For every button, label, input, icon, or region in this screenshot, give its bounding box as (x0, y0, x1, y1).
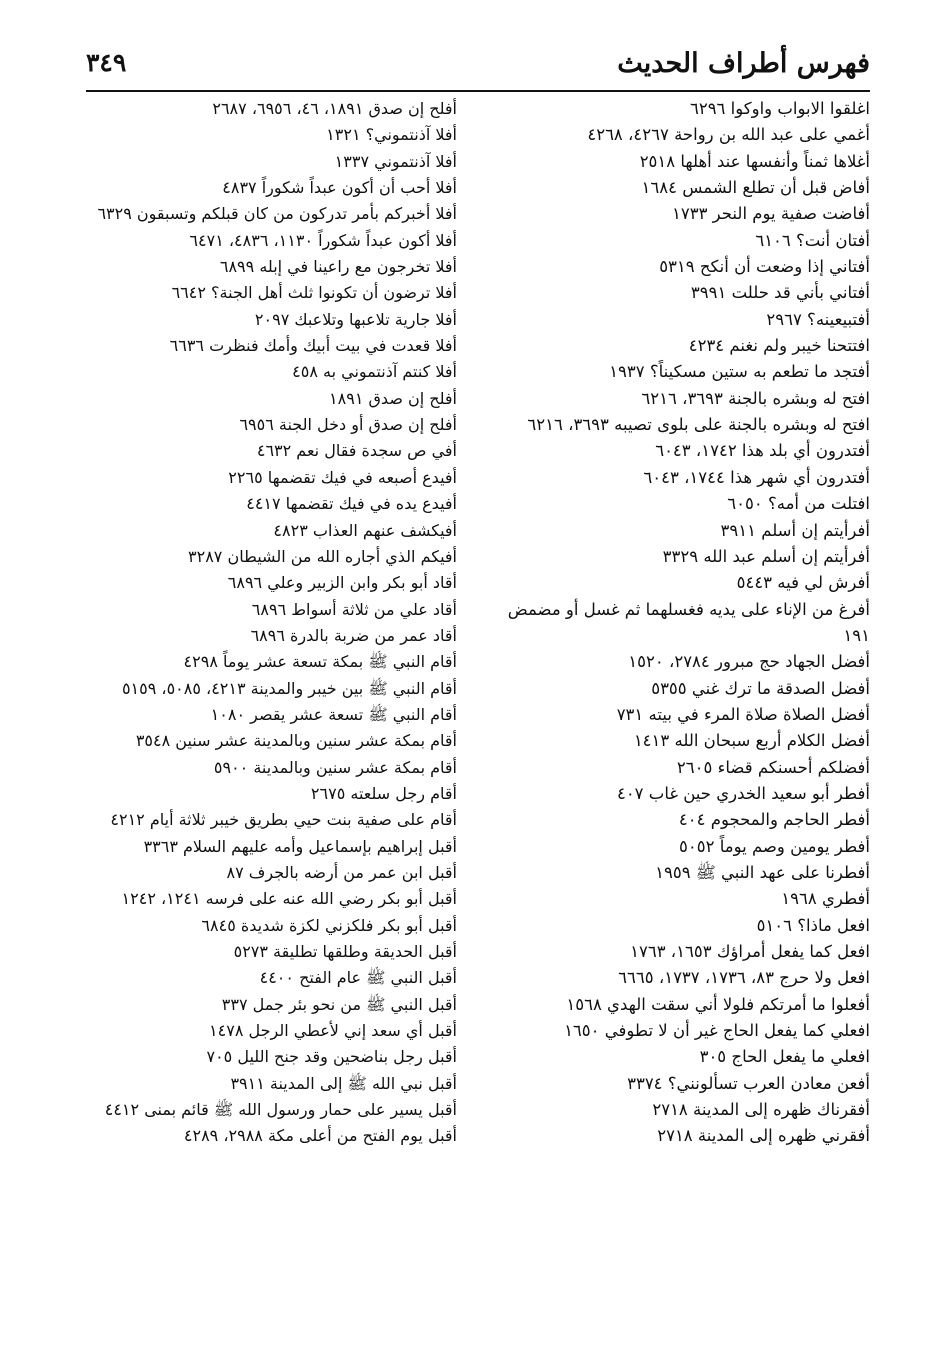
index-entry: أقبل النبي ﷺ من نحو بئر جمل ٣٣٧ (221, 994, 457, 1014)
index-entry: أقبل نبي الله ﷺ إلى المدينة ٣٩١١ (230, 1073, 457, 1093)
index-entry: أفضل الكلام أربع سبحان الله ١٤١٣ (633, 731, 870, 751)
index-entry: أفرأيتم إن أسلم عبد الله ٣٣٢٩ (662, 546, 870, 566)
index-entry: أقبل أبو بكر رضي الله عنه على فرسه ١٢٤١، ١٢٤٢ (121, 889, 457, 909)
index-entry: أفيدع يده في فيك تقضمها ٤٤١٧ (246, 494, 457, 514)
index-entry: اغلقوا الابواب واوكوا ٦٢٩٦ (689, 99, 870, 118)
index-entry: أقبل يسير على حمار ورسول الله ﷺ قائم بمنى ٤٤١٢ (104, 1100, 457, 1120)
index-entry: أفاض قبل أن تطلع الشمس ١٦٨٤ (641, 178, 870, 198)
index-entry: أقاد علي من ثلاثة أسواط ٦٨٩٦ (251, 599, 457, 619)
index-entry: أفيكم الذي أجاره الله من الشيطان ٣٢٨٧ (188, 546, 457, 566)
index-entry: أفي ص سجدة فقال نعم ٤٦٣٢ (256, 441, 457, 461)
index-entry: أفلا أخبركم بأمر تدركون من كان قبلكم وتسبقون ٦٣٢٩ (97, 204, 457, 224)
index-column-left (79, 96, 457, 1150)
index-entry: أفلا تخرجون مع راعينا في إبله ٦٨٩٩ (219, 257, 457, 277)
index-entry: أفلا ترضون أن تكونوا ثلث أهل الجنة؟ ٦٦٤٢ (171, 283, 457, 303)
index-entry: أفلا آذنتموني؟ ١٣٢١ (326, 125, 457, 145)
index-entry: أقام النبي ﷺ تسعة عشر يقصر ١٠٨٠ (210, 704, 457, 724)
index-entry: أقام النبي ﷺ بمكة تسعة عشر يوماً ٤٢٩٨ (183, 652, 457, 672)
index-entry: أفاضت صفية يوم النحر ١٧٣٣ (671, 204, 870, 224)
index-entry: افعل كما يفعل أمراؤك ١٦٥٣، ١٧٦٣ (630, 942, 870, 961)
index-entry: افعلي كما يفعل الحاج غير أن لا تطوفي ١٦٥٠ (564, 1021, 870, 1041)
index-entry: أفتدرون أي شهر هذا ١٧٤٤، ٦٠٤٣ (643, 467, 870, 487)
index-entry: أفلح إن صدق ١٨٩١، ٤٦، ٦٩٥٦، ٢٦٨٧ (212, 99, 457, 118)
index-entry: أفضل الجهاد حج مبرور ٢٧٨٤، ١٥٢٠ (628, 652, 870, 672)
index-entry: أقبل يوم الفتح من أعلى مكة ٢٩٨٨، ٤٢٨٩ (183, 1126, 457, 1146)
index-entry: أفلا أحب أن أكون عبداً شكوراً ٤٨٣٧ (222, 178, 457, 198)
index-entry: أفيدع أصبعه في فيك تقضمها ٢٢٦٥ (228, 467, 457, 487)
index-entry: أفلح إن صدق أو دخل الجنة ٦٩٥٦ (239, 415, 457, 435)
index-entry: أفيكشف عنهم العذاب ٤٨٢٣ (273, 520, 457, 540)
index-entry: افتلت من أمه؟ ٦٠٥٠ (727, 494, 870, 514)
index-entry: افعل ماذا؟ ٥١٠٦ (756, 915, 870, 935)
index-entry: أفتان أنت؟ ٦١٠٦ (755, 230, 870, 250)
index-entry: أفرش لي فيه ٥٤٤٣ (736, 573, 870, 593)
index-entry: أقاد أبو بكر وابن الزبير وعلي ٦٨٩٦ (227, 573, 457, 593)
header-rule (86, 90, 870, 92)
index-entry: أقبل أبو بكر فلكزني لكزة شديدة ٦٨٤٥ (201, 915, 457, 935)
index-entry: أفطري ١٩٦٨ (781, 889, 870, 909)
index-entry: أفلا كنتم آذنتموني به ٤٥٨ (292, 362, 457, 382)
index-entry: أفتدرون أي بلد هذا ١٧٤٢، ٦٠٤٣ (655, 441, 870, 461)
index-entry: أقبل ابن عمر من أرضه بالجرف ٨٧ (226, 862, 457, 882)
index-entry: أفتاني إذا وضعت أن أنكح ٥٣١٩ (659, 257, 870, 277)
index-entry: أفطر الحاجم والمحجوم ٤٠٤ (678, 810, 870, 830)
index-entry: أغمي على عبد الله بن رواحة ٤٢٦٧، ٤٢٦٨ (587, 125, 870, 145)
index-entry: أقام رجل سلعته ٢٦٧٥ (310, 783, 457, 803)
index-entry: أقبل رجل بناضحين وقد جنح الليل ٧٠٥ (206, 1047, 457, 1067)
index-entry: أفلا قعدت في بيت أبيك وأمك فنظرت ٦٦٣٦ (169, 336, 457, 356)
index-entry: أفرغ من الإناء على يديه فغسلهما ثم غسل أو مضمض (507, 599, 870, 619)
index-entry: أفتجد ما تطعم به ستين مسكيناً؟ ١٩٣٧ (609, 362, 870, 382)
index-entry: أقام بمكة عشر سنين وبالمدينة ٥٩٠٠ (213, 757, 457, 777)
index-entry: أغلاها ثمناً وأنفسها عند أهلها ٢٥١٨ (639, 151, 870, 171)
index-entry: أفضل الصدقة ما ترك غني ٥٣٥٥ (651, 678, 870, 698)
index-entry: أفطر يومين وصم يوماً ٥٠٥٢ (679, 836, 870, 856)
index-entry: أفقرناك ظهره إلى المدينة ٢٧١٨ (652, 1100, 870, 1120)
index-entry: أفرأيتم إن أسلم ٣٩١١ (720, 520, 870, 540)
index-entry: افتح له وبشره بالجنة ٣٦٩٣، ٦٢١٦ (641, 388, 870, 408)
index-entry: أفضل الصلاة صلاة المرء في بيته ٧٣١ (616, 704, 870, 724)
index-entry: أقبل الحديقة وطلقها تطليقة ٥٢٧٣ (233, 942, 457, 961)
index-entry: افعل ولا حرج ٨٣، ١٧٣٦، ١٧٣٧، ٦٦٦٥ (618, 968, 870, 988)
index-entry: أفتبيعينه؟ ٢٩٦٧ (766, 309, 870, 329)
index-entry: أفطر أبو سعيد الخدري حين غاب ٤٠٧ (616, 783, 870, 803)
index-entry: ١٩١ (843, 625, 870, 645)
index-entry: افتتحنا خيبر ولم نغنم ٤٢٣٤ (688, 336, 870, 356)
index-entry: افعلي ما يفعل الحاج ٣٠٥ (699, 1047, 870, 1067)
index-entry: أفقرني ظهره إلى المدينة ٢٧١٨ (657, 1126, 870, 1146)
index-entry: أقاد عمر من ضربة بالدرة ٦٨٩٦ (250, 625, 457, 645)
index-entry: أفعلوا ما أمرتكم فلولا أني سقت الهدي ١٥٦٨ (566, 994, 870, 1014)
index-entry: أقبل النبي ﷺ عام الفتح ٤٤٠٠ (259, 968, 457, 988)
index-entry: أفعن معادن العرب تسألونني؟ ٣٣٧٤ (627, 1073, 870, 1093)
index-column-right (470, 96, 870, 1150)
index-entry: أفتاني بأني قد حللت ٣٩٩١ (690, 283, 870, 303)
index-entry: أقام على صفية بنت حيي بطريق خيبر ثلاثة أيام ٤٢١٢ (110, 810, 457, 830)
page-header (86, 44, 870, 92)
index-entry: أفلا أكون عبداً شكوراً ١١٣٠، ٤٨٣٦، ٦٤٧١ (189, 230, 457, 250)
index-entry: أقبل إبراهيم بإسماعيل وأمه عليهم السلام ٣٣٦٣ (143, 836, 457, 856)
index-entry: أقام النبي ﷺ بين خيبر والمدينة ٤٢١٣، ٥٠٨٥، ٥١٥٩ (121, 678, 457, 698)
page-title: فهرس أطراف الحديث (617, 48, 870, 79)
index-entry: أفضلكم أحسنكم قضاء ٢٦٠٥ (676, 757, 870, 777)
index-entry: أفلا آذنتموني ١٣٣٧ (334, 151, 457, 171)
index-entry: أفلح إن صدق ١٨٩١ (329, 388, 457, 408)
index-entry: أقام بمكة عشر سنين وبالمدينة عشر سنين ٣٥٤٨ (135, 731, 457, 751)
index-entry: أفلا جارية تلاعبها وتلاعبك ٢٠٩٧ (254, 309, 457, 329)
index-entry: أفطرنا على عهد النبي ﷺ ١٩٥٩ (655, 862, 870, 882)
page-number: ٣٤٩ (86, 48, 127, 77)
index-entry: افتح له وبشره بالجنة على بلوى تصيبه ٣٦٩٣، ٦٢١٦ (527, 415, 870, 435)
index-entry: أقبل أي سعد إني لأعطي الرجل ١٤٧٨ (209, 1021, 457, 1041)
